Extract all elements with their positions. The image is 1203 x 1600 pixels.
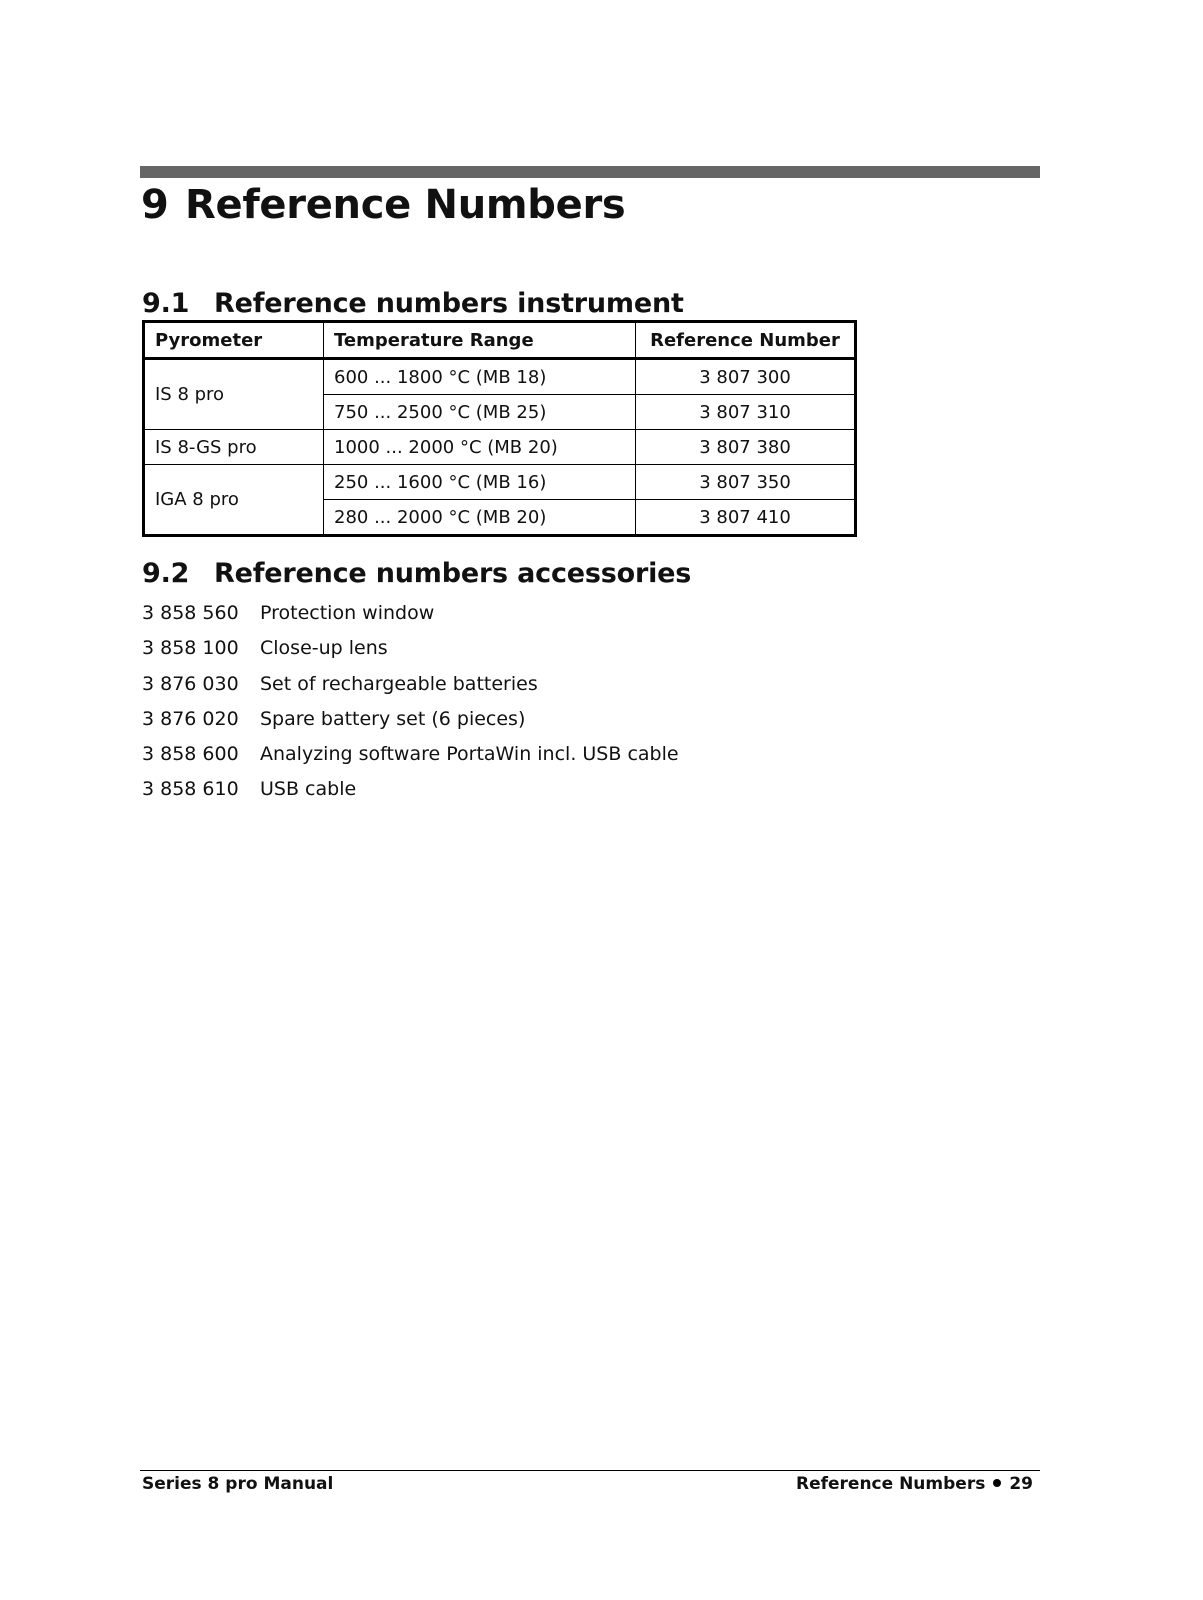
range-cell: 1000 ... 2000 °C (MB 20) (324, 430, 636, 465)
accessory-code: 3 858 560 (142, 602, 239, 624)
accessory-code: 3 876 020 (142, 707, 239, 730)
ref-cell: 3 807 410 (636, 500, 856, 536)
pyrometer-cell: IS 8-GS pro (144, 430, 324, 465)
pyrometer-cell: IGA 8 pro (144, 465, 324, 536)
ref-cell: 3 807 310 (636, 395, 856, 430)
accessory-code: 3 876 030 (142, 672, 239, 695)
ref-cell: 3 807 350 (636, 465, 856, 500)
ref-cell: 3 807 300 (636, 359, 856, 395)
accessories-list (142, 596, 679, 808)
accessory-description: Close-up lens (260, 637, 388, 660)
accessory-code: 3 858 610 (142, 778, 239, 801)
list-item (142, 631, 679, 666)
accessory-description: USB cable (260, 778, 357, 801)
accessory-code: 3 858 100 (142, 637, 239, 660)
section-heading-accessories (142, 556, 691, 592)
chapter-title-text: Reference Numbers (185, 182, 626, 228)
header-pyrometer: Pyrometer (144, 322, 324, 359)
accessory-description: Protection window (260, 602, 435, 624)
list-item (142, 737, 679, 772)
page-number: 29 (1009, 1474, 1033, 1494)
list-item (142, 702, 679, 737)
table-row (144, 430, 856, 465)
range-cell: 600 ... 1800 °C (MB 18) (324, 359, 636, 395)
section-number: 9.2 (142, 558, 190, 589)
table-header-row (144, 322, 856, 359)
range-cell: 250 ... 1600 °C (MB 16) (324, 465, 636, 500)
range-cell: 750 ... 2500 °C (MB 25) (324, 395, 636, 430)
range-cell: 280 ... 2000 °C (MB 20) (324, 500, 636, 536)
chapter-title (141, 178, 625, 232)
section-title-text: Reference numbers accessories (214, 558, 692, 589)
accessory-code: 3 858 600 (142, 743, 239, 766)
table-row (144, 465, 856, 500)
section-title-text: Reference numbers instrument (214, 288, 684, 319)
pyrometer-cell: IS 8 pro (144, 359, 324, 430)
list-item (142, 596, 679, 631)
header-temperature-range: Temperature Range (324, 322, 636, 359)
footer-manual-title: Series 8 pro Manual (142, 1474, 334, 1494)
bullet-icon (993, 1479, 1001, 1487)
section-number: 9.1 (142, 288, 190, 319)
list-item (142, 667, 679, 702)
accessory-description: Spare battery set (6 pieces) (260, 707, 526, 730)
footer-rule (140, 1470, 1040, 1471)
table-row (144, 359, 856, 395)
header-reference-number: Reference Number (636, 322, 856, 359)
reference-table (142, 320, 857, 537)
chapter-number: 9 (141, 182, 169, 228)
chapter-rule (140, 166, 1040, 178)
section-heading-instrument (142, 286, 684, 322)
accessory-description: Analyzing software PortaWin incl. USB cable (260, 743, 679, 766)
ref-cell: 3 807 380 (636, 430, 856, 465)
footer-page-info (796, 1474, 1033, 1494)
list-item (142, 772, 679, 807)
footer-section-name: Reference Numbers (795, 1474, 986, 1494)
accessory-description: Set of rechargeable batteries (260, 672, 538, 695)
